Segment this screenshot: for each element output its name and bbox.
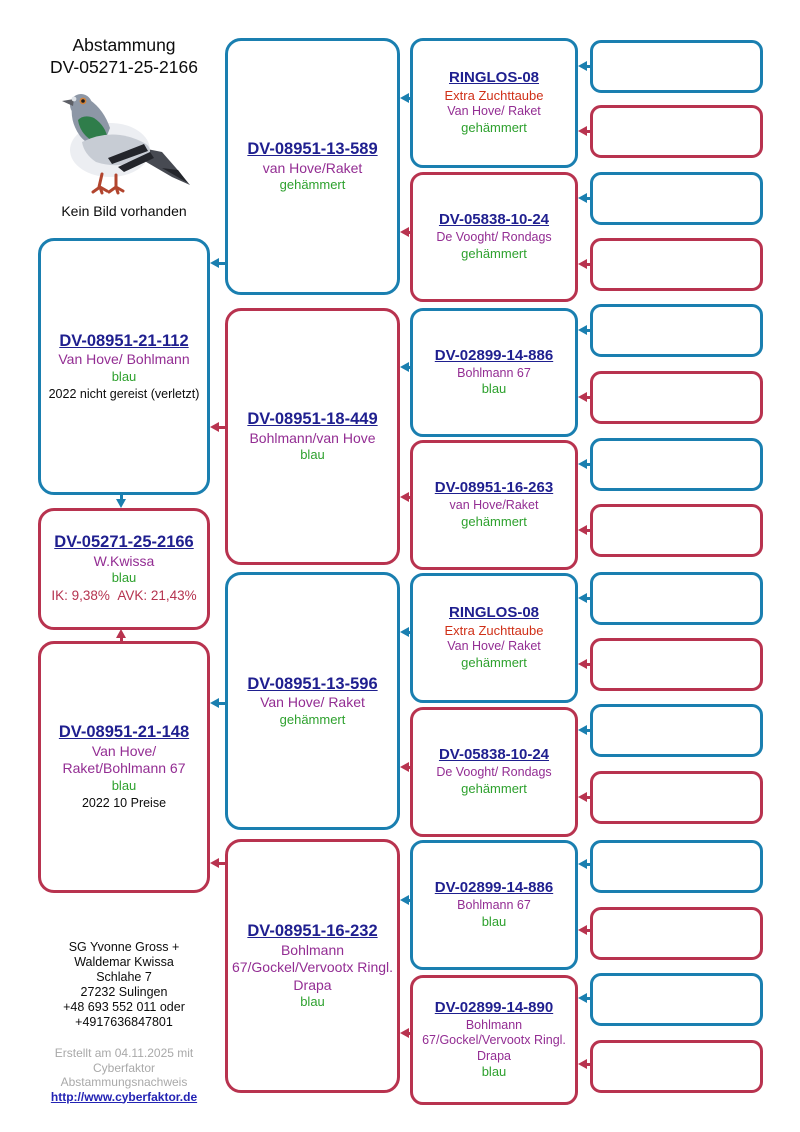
pedigree-box-ringlos-08 — [410, 38, 578, 168]
strain-line: Van Hove/ Raket — [447, 104, 541, 119]
ring-number: DV-05838-10-24 — [438, 211, 550, 229]
feather-color-label: blau — [300, 447, 325, 463]
dam-connector-arrow — [578, 259, 591, 270]
extra-label: Extra Zuchttaube — [444, 88, 544, 104]
created-with-block — [24, 1046, 224, 1104]
feather-color-label: blau — [111, 368, 137, 384]
arrow-head-icon — [578, 126, 587, 136]
created-line: Abstammungsnachweis — [60, 1075, 188, 1089]
arrow-head-icon — [578, 259, 587, 269]
arrow-head-icon — [116, 499, 126, 508]
strain-line: Van Hove/ — [91, 743, 157, 760]
arrow-head-icon — [578, 859, 587, 869]
pedigree-box-ringlos-08 — [410, 573, 578, 703]
arrow-head-icon — [400, 895, 409, 905]
pedigree-box-dv-02899-14-886 — [410, 840, 578, 970]
sire-connector-arrow — [578, 459, 591, 470]
remark-label: 2022 10 Preise — [81, 795, 167, 810]
feather-color-label: blau — [481, 1064, 507, 1080]
arrow-head-icon — [210, 858, 219, 868]
empty-ancestor-box — [590, 172, 763, 225]
ring-number: DV-08951-21-112 — [59, 331, 189, 350]
feather-color-label: blau — [481, 913, 507, 929]
arrow-head-icon — [400, 362, 409, 372]
arrow-head-icon — [400, 627, 409, 637]
pedigree-box-dv-02899-14-890 — [410, 975, 578, 1105]
sire-connector-arrow — [578, 61, 591, 72]
strain-line: Drapa — [293, 976, 332, 993]
dam-connector-arrow — [400, 1028, 411, 1039]
created-line: Erstellt am 04.11.2025 mit — [54, 1046, 194, 1060]
ring-number: RINGLOS-08 — [448, 69, 539, 87]
sire-connector-arrow — [578, 593, 591, 604]
feather-color-label: gehämmert — [279, 711, 346, 727]
sire-connector-arrow — [210, 698, 226, 709]
arrow-head-icon — [578, 725, 587, 735]
arrow-head-icon — [578, 925, 587, 935]
pigeon-illustration — [50, 84, 196, 202]
strain-line: Van Hove/ Raket — [447, 639, 541, 654]
empty-ancestor-box — [590, 304, 763, 357]
feather-color-label: blau — [481, 381, 507, 397]
strain-line: Bohlmann/van Hove — [249, 429, 376, 446]
strain-line: 67/Gockel/Vervootx Ringl. — [231, 959, 394, 976]
empty-ancestor-box — [590, 907, 763, 960]
empty-ancestor-box — [590, 572, 763, 625]
empty-ancestor-box — [590, 105, 763, 158]
pedigree-box-dv-08951-13-596 — [225, 572, 400, 830]
feather-color-label: blau — [111, 777, 137, 793]
no-image-caption: Kein Bild vorhanden — [61, 203, 187, 219]
pedigree-box-dv-08951-13-589 — [225, 38, 400, 295]
strain-line: van Hove/Raket — [262, 159, 363, 176]
feather-color-label: blau — [300, 993, 325, 1009]
arrow-head-icon — [116, 629, 126, 638]
arrow-head-icon — [578, 993, 587, 1003]
breeder-address-block — [24, 940, 224, 1030]
arrow-head-icon — [578, 61, 587, 71]
sire-connector-arrow — [400, 93, 411, 104]
strain-line: Bohlmann 67 — [457, 898, 531, 913]
strain-line: De Vooght/ Rondags — [436, 230, 552, 245]
feather-color-label: gehämmert — [461, 654, 527, 670]
dam-connector-arrow — [116, 629, 127, 642]
empty-ancestor-box — [590, 973, 763, 1026]
empty-ancestor-box — [590, 1040, 763, 1093]
ring-number: DV-08951-16-232 — [247, 922, 378, 941]
empty-ancestor-box — [590, 40, 763, 93]
dam-connector-arrow — [578, 925, 591, 936]
feather-color-label: gehämmert — [461, 780, 527, 796]
strain-line: Raket/Bohlmann 67 — [62, 760, 186, 777]
cyberfaktor-link[interactable]: http://www.cyberfaktor.de — [50, 1089, 198, 1104]
pedigree-box-dv-05838-10-24 — [410, 172, 578, 302]
strain-line: Bohlmann 67 — [457, 365, 531, 380]
dam-connector-arrow — [578, 1059, 591, 1070]
empty-ancestor-box — [590, 238, 763, 291]
ring-number: RINGLOS-08 — [448, 604, 539, 622]
created-line: Cyberfaktor — [92, 1060, 156, 1075]
strain-line: Drapa — [476, 1048, 512, 1063]
strain-line: 67/Gockel/Vervootx Ringl. — [422, 1033, 566, 1048]
arrow-head-icon — [578, 659, 587, 669]
empty-ancestor-box — [590, 438, 763, 491]
pedigree-title — [24, 34, 224, 78]
arrow-head-icon — [210, 258, 219, 268]
empty-ancestor-box — [590, 840, 763, 893]
breeder-line: +4917636847801 — [75, 1015, 173, 1029]
strain-line: Bohlmann — [465, 1017, 523, 1032]
dam-connector-arrow — [578, 525, 591, 536]
strain-line: W.Kwissa — [93, 553, 155, 570]
strain-line: van Hove/Raket — [449, 498, 539, 513]
ring-number: DV-02899-14-886 — [434, 879, 554, 897]
arrow-head-icon — [210, 698, 219, 708]
breeder-line: Schlahe 7 — [96, 970, 152, 984]
strain-line: De Vooght/ Rondags — [436, 765, 552, 780]
breeder-line: Waldemar Kwissa — [74, 955, 174, 969]
pedigree-box-dv-08951-16-232 — [225, 839, 400, 1093]
breeder-line: SG Yvonne Gross + — [68, 940, 180, 954]
pedigree-title-line1: Abstammung — [72, 35, 176, 55]
sire-connector-arrow — [400, 362, 411, 373]
ring-number: DV-02899-14-890 — [434, 998, 554, 1016]
sire-connector-arrow — [400, 895, 411, 906]
arrow-head-icon — [578, 325, 587, 335]
arrow-head-icon — [578, 792, 587, 802]
arrow-head-icon — [400, 762, 409, 772]
pedigree-box-dv-02899-14-886 — [410, 308, 578, 437]
pedigree-box-dv-08951-18-449 — [225, 308, 400, 565]
dam-connector-arrow — [400, 492, 411, 503]
sire-connector-arrow — [400, 627, 411, 638]
dam-connector-arrow — [210, 858, 226, 869]
dam-connector-arrow — [578, 659, 591, 670]
breeder-line: +48 693 552 011 oder — [63, 1000, 185, 1014]
pedigree-box-dv-05271-25-2166 — [38, 508, 210, 630]
pigeon-image — [50, 84, 196, 202]
dam-connector-arrow — [578, 392, 591, 403]
dam-connector-arrow — [210, 422, 226, 433]
sire-connector-arrow — [578, 325, 591, 336]
arrow-head-icon — [578, 392, 587, 402]
feather-color-label: blau — [111, 570, 137, 586]
empty-ancestor-box — [590, 771, 763, 824]
ring-number: DV-05271-25-2166 — [54, 533, 194, 552]
pedigree-box-dv-08951-21-148 — [38, 641, 210, 893]
sire-connector-arrow — [116, 494, 127, 508]
empty-ancestor-box — [590, 704, 763, 757]
strain-line: Van Hove/ Bohlmann — [58, 351, 190, 368]
ring-number: DV-08951-18-449 — [247, 410, 378, 429]
arrow-head-icon — [578, 593, 587, 603]
remark-label: 2022 nicht gereist (verletzt) — [48, 386, 200, 401]
breeder-line: 27232 Sulingen — [80, 985, 168, 999]
arrow-head-icon — [578, 193, 587, 203]
empty-ancestor-box — [590, 504, 763, 557]
dam-connector-arrow — [578, 126, 591, 137]
dam-connector-arrow — [400, 227, 411, 238]
inbreeding-stats: IK: 9,38% AVK: 21,43% — [51, 588, 197, 604]
extra-label: Extra Zuchttaube — [444, 623, 544, 639]
arrow-head-icon — [578, 1059, 587, 1069]
sire-connector-arrow — [210, 258, 226, 269]
ring-number: DV-08951-21-148 — [58, 723, 190, 742]
dam-connector-arrow — [578, 792, 591, 803]
sire-connector-arrow — [578, 993, 591, 1004]
pedigree-title-line2: DV-05271-25-2166 — [50, 57, 198, 77]
sire-connector-arrow — [578, 193, 591, 204]
empty-ancestor-box — [590, 371, 763, 424]
feather-color-label: gehämmert — [461, 513, 527, 529]
arrow-head-icon — [400, 227, 409, 237]
arrow-head-icon — [210, 422, 219, 432]
dam-connector-arrow — [400, 762, 411, 773]
pedigree-box-dv-08951-16-263 — [410, 440, 578, 570]
ring-number: DV-05838-10-24 — [438, 746, 550, 764]
empty-ancestor-box — [590, 638, 763, 691]
arrow-head-icon — [578, 525, 587, 535]
pedigree-box-dv-08951-21-112 — [38, 238, 210, 495]
feather-color-label: gehämmert — [279, 177, 346, 193]
arrow-head-icon — [400, 1028, 409, 1038]
feather-color-label: gehämmert — [461, 245, 527, 261]
arrow-head-icon — [578, 459, 587, 469]
strain-line: Van Hove/ Raket — [260, 694, 365, 711]
ring-number: DV-02899-14-886 — [434, 346, 554, 364]
strain-line: Bohlmann — [280, 941, 345, 958]
ring-number: DV-08951-16-263 — [434, 479, 554, 497]
sire-connector-arrow — [578, 859, 591, 870]
arrow-head-icon — [400, 492, 409, 502]
pedigree-box-dv-05838-10-24 — [410, 707, 578, 837]
feather-color-label: gehämmert — [461, 119, 527, 135]
ring-number: DV-08951-13-596 — [247, 674, 378, 693]
sire-connector-arrow — [578, 725, 591, 736]
arrow-head-icon — [400, 93, 409, 103]
ring-number: DV-08951-13-589 — [247, 140, 378, 159]
